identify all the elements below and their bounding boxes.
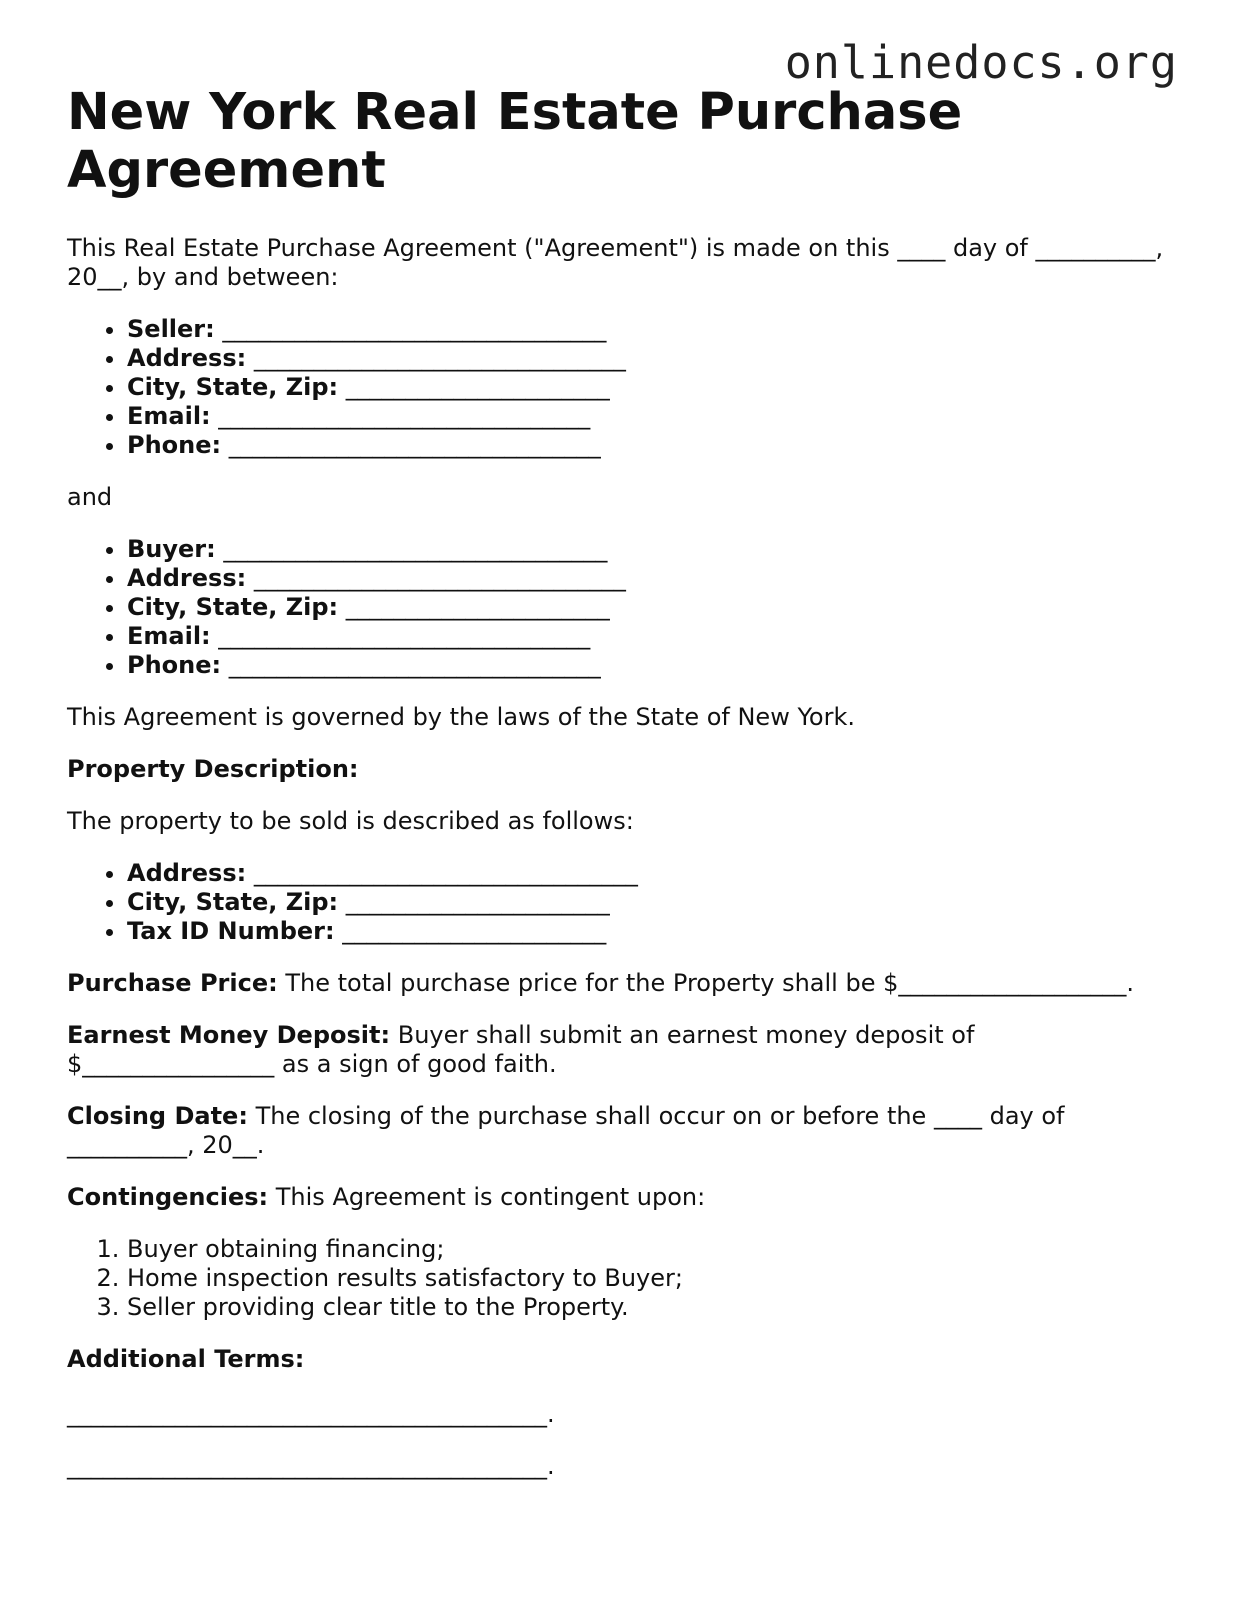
document xyxy=(67,84,1187,1481)
seller-address-field: • Address: _______________________________ xyxy=(127,344,1187,373)
list-item: 1. Buyer obtaining financing; xyxy=(127,1235,1187,1264)
seller-field: • Seller: ________________________________ xyxy=(127,315,1187,344)
purchase-price: Purchase Price: The total purchase price for the Property shall be $___________________. xyxy=(67,969,1135,997)
buyer-list xyxy=(67,535,1187,680)
contingencies-heading: Contingencies: This Agreement is contingent upon: xyxy=(67,1183,706,1211)
property-list xyxy=(67,859,1187,946)
buyer-email-field: • Email: _______________________________ xyxy=(127,622,1187,651)
property-taxid-field: • Tax ID Number: ______________________ xyxy=(127,917,1187,946)
buyer-city-field: • City, State, Zip: ______________________ xyxy=(127,593,1187,622)
list-item: 3. Seller providing clear title to the Property. xyxy=(127,1293,1187,1322)
buyer-address-field: • Address: _______________________________ xyxy=(127,564,1187,593)
additional-terms-line: ________________________________________. xyxy=(67,1400,555,1428)
property-intro: The property to be sold is described as follows: xyxy=(67,807,634,835)
list-item: 2. Home inspection results satisfactory to Buyer; xyxy=(127,1264,1187,1293)
buyer-field: • Buyer: ________________________________ xyxy=(127,535,1187,564)
seller-city-field: • City, State, Zip: ______________________ xyxy=(127,373,1187,402)
seller-email-field: • Email: _______________________________ xyxy=(127,402,1187,431)
additional-terms-line: ________________________________________. xyxy=(67,1452,555,1480)
property-city-field: • City, State, Zip: ______________________ xyxy=(127,888,1187,917)
property-heading: Property Description: xyxy=(67,755,359,783)
buyer-phone-field: • Phone: _______________________________ xyxy=(127,651,1187,680)
contingencies-list xyxy=(67,1235,1187,1322)
page-title: New York Real Estate Purchase Agreement xyxy=(67,83,963,200)
and-text: and xyxy=(67,483,113,511)
earnest-money: Earnest Money Deposit: Buyer shall submit an earnest money deposit of $________________ as a sign of good faith. xyxy=(67,1021,975,1078)
seller-list xyxy=(67,315,1187,460)
intro-paragraph: This Real Estate Purchase Agreement ("Agreement") is made on this ____ day of __________, 20__, by and between: xyxy=(67,234,1164,291)
additional-terms-heading: Additional Terms: xyxy=(67,1345,305,1373)
closing-date: Closing Date: The closing of the purchase shall occur on or before the ____ day of __________, 20__. xyxy=(67,1102,1065,1159)
property-address-field: • Address: ________________________________ xyxy=(127,859,1187,888)
governing-law: This Agreement is governed by the laws of the State of New York. xyxy=(67,703,856,731)
seller-phone-field: • Phone: _______________________________ xyxy=(127,431,1187,460)
watermark: onlinedocs.org xyxy=(784,36,1178,89)
